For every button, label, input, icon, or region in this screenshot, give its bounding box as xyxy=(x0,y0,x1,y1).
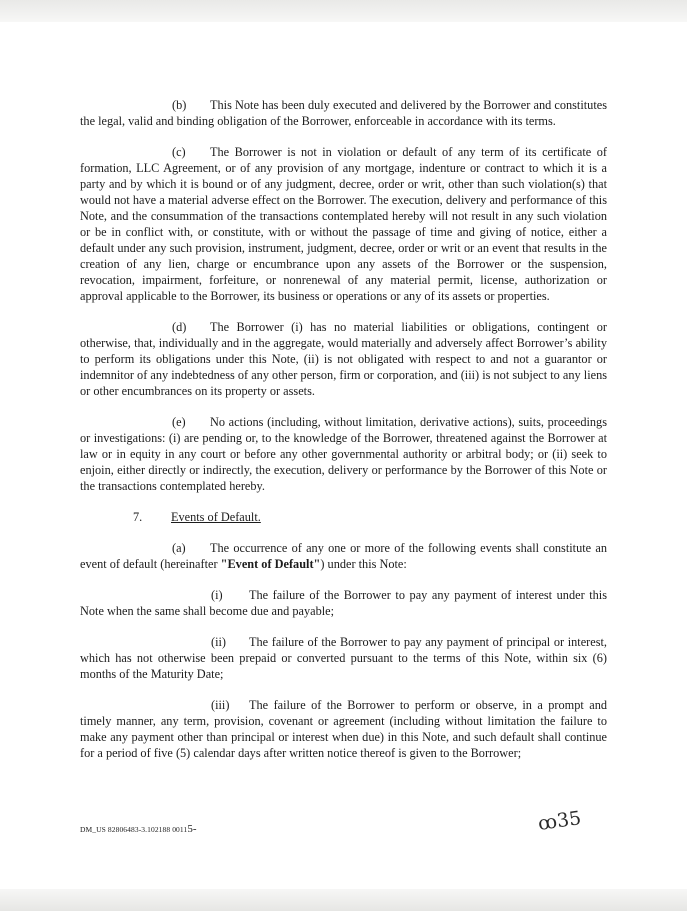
section-title: Events of Default. xyxy=(171,510,261,524)
item-ii xyxy=(80,634,607,682)
paragraph-label: (e) xyxy=(172,415,186,429)
paragraph-e xyxy=(80,414,607,494)
item-iii xyxy=(80,697,607,761)
item-i xyxy=(80,587,607,619)
defined-term: "Event of Default" xyxy=(220,557,321,571)
paragraph-text: No actions (including, without limitation, derivative actions), suits, proceedings or investigations: (i) are pending or, to the knowledge of the Borrower, threatened against the Borrower at law or in equity in any court or before any other governmental authority or arbitral body; or (ii) seek to enjoin, either directly or indirectly, the execution, delivery or performance by the Borrower of this Note or the transactions contemplated hereby. xyxy=(80,415,607,493)
paragraph-text-end: ) under this Note: xyxy=(320,557,407,571)
item-text: The failure of the Borrower to pay any payment of interest under this Note when the same shall become due and payable; xyxy=(80,588,607,618)
section-number: 7. xyxy=(133,510,143,524)
scan-border-bottom xyxy=(0,889,687,911)
item-label: (i) xyxy=(211,588,223,602)
paragraph-c xyxy=(80,144,607,304)
paragraph-label: (d) xyxy=(172,320,187,334)
document-body xyxy=(80,97,607,776)
paragraph-b xyxy=(80,97,607,129)
scan-border-top xyxy=(0,0,687,22)
section-heading xyxy=(80,509,607,525)
paragraph-text: The Borrower (i) has no material liabilities or obligations, contingent or otherwise, that, individually and in the aggregate, would materially and adversely affect Borrower’s ability to perform its obligations under this Note, (ii) is not obligated with respect to and not a guarantor or indemnitor of any indebtedness of any other person, firm or corporation, and (iii) is not subject to any liens or other encumbrances on its property or assets. xyxy=(80,320,607,398)
footer-page-number: 5- xyxy=(187,823,197,835)
item-label: (iii) xyxy=(211,698,230,712)
paragraph-d xyxy=(80,319,607,399)
item-text: The failure of the Borrower to perform or observe, in a prompt and timely manner, any term, provision, covenant or agreement (including without limitation the failure to make any payment other than principal or interest when due) in this Note, and such default shall continue for a period of five (5) calendar days after written notice thereof is given to the Borrower; xyxy=(80,698,607,760)
paragraph-text: The Borrower is not in violation or default of any term of its certificate of formation, LLC Agreement, or of any provision of any mortgage, indenture or contract to which it is a party and by which it is bound or of any judgment, decree, order or writ, other than such violation(s) that would not have a material adverse effect on the Borrower. The execution, delivery and performance of this Note, and the consummation of the transactions contemplated hereby will not result in any such violation or be in conflict with, or constitute, with or without the passage of time and giving of notice, either a default under any such provision, instrument, judgment, decree, order or writ or an event that results in the creation of any lien, charge or encumbrance upon any assets of the Borrower or the suspension, revocation, impairment, forfeiture, or nonrenewal of any material permit, license, authorization or approval applicable to the Borrower, its business or operations or any of its assets or properties. xyxy=(80,145,607,303)
item-text: The failure of the Borrower to pay any payment of principal or interest, which has not otherwise been prepaid or converted pursuant to the terms of this Note, within six (6) months of the Maturity Date; xyxy=(80,635,607,681)
paragraph-event-a xyxy=(80,540,607,572)
paragraph-text: This Note has been duly executed and delivered by the Borrower and constitutes the legal, valid and binding obligation of the Borrower, enforceable in accordance with its terms. xyxy=(80,98,607,128)
item-label: (ii) xyxy=(211,635,227,649)
footer-doc-id: DM_US 82806483-3.102188 0011 xyxy=(80,825,188,834)
paragraph-label: (a) xyxy=(172,541,186,555)
paragraph-text: The occurrence of any one or more of the following events shall constitute an event of default (hereinafter xyxy=(80,541,607,571)
document-footer-id xyxy=(80,823,197,835)
paragraph-label: (b) xyxy=(172,98,187,112)
handwritten-bates-mark: ꝏ35 xyxy=(536,807,583,835)
paragraph-label: (c) xyxy=(172,145,186,159)
